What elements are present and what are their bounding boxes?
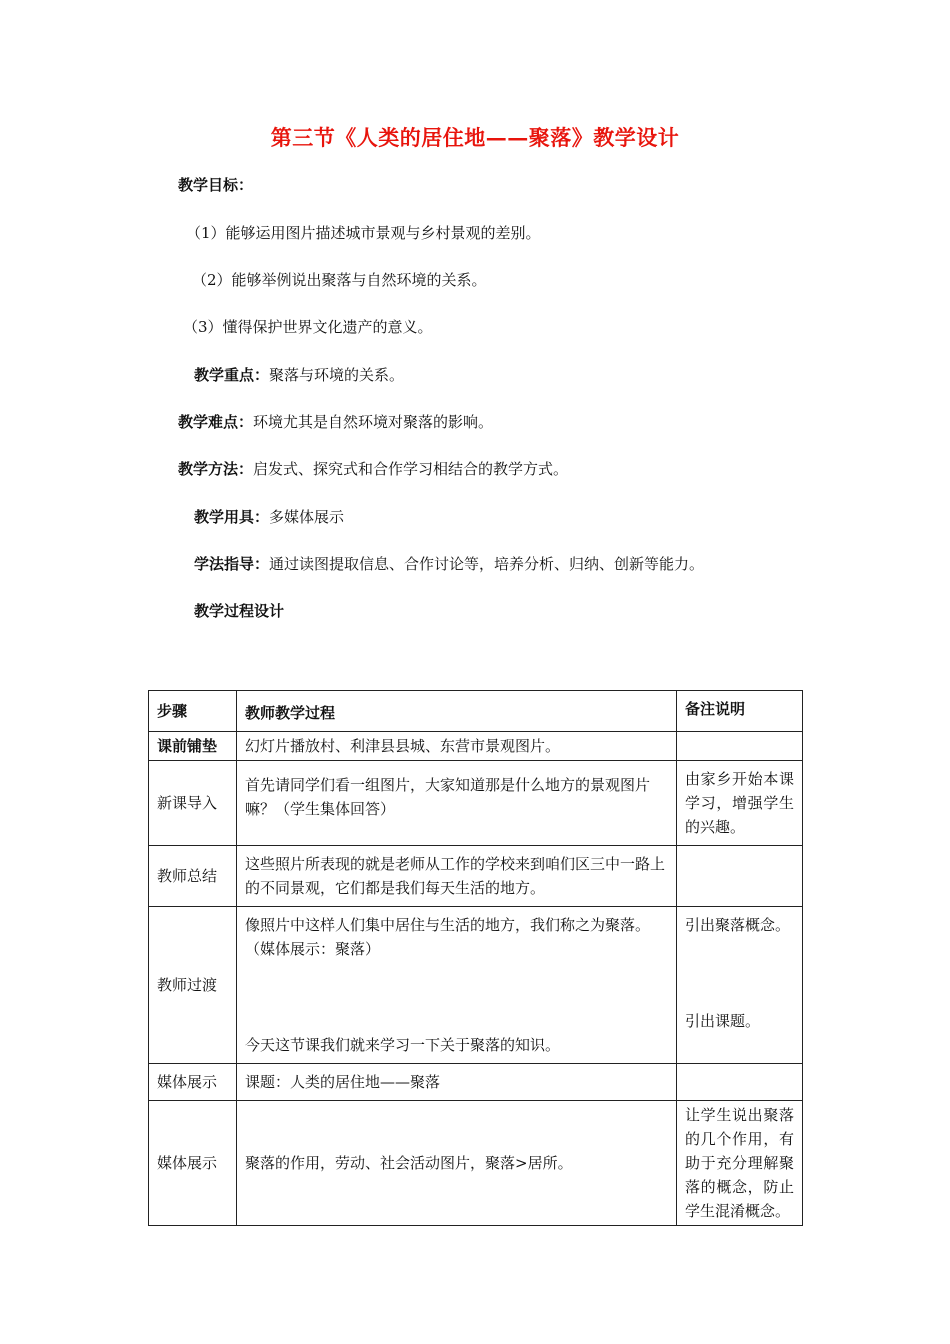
process-cell: 课题：人类的居住地——聚落 bbox=[237, 1064, 677, 1101]
header-note: 备注说明 bbox=[677, 691, 803, 732]
key-point-label: 教学重点： bbox=[194, 366, 270, 384]
difficulty-text: 环境尤其是自然环境对聚落的影响。 bbox=[253, 413, 494, 431]
note-text: 引出聚落概念。 bbox=[685, 916, 791, 934]
process-cell bbox=[237, 907, 677, 1064]
spacer bbox=[685, 937, 794, 1009]
difficulty-label: 教学难点： bbox=[178, 413, 254, 431]
teaching-method bbox=[178, 458, 568, 479]
difficulty bbox=[178, 411, 493, 432]
objective-3: （3）懂得保护世界文化遗产的意义。 bbox=[183, 318, 433, 336]
table-row bbox=[149, 1101, 803, 1226]
process-cell: 这些照片所表现的就是老师从工作的学校来到咱们区三中一路上的不同景观，它们都是我们每天生活的地方。 bbox=[237, 846, 677, 907]
step-cell: 新课导入 bbox=[149, 761, 237, 846]
key-point-text: 聚落与环境的关系。 bbox=[269, 366, 405, 384]
guidance-label: 学法指导： bbox=[194, 555, 270, 573]
header-process: 教师教学过程 bbox=[237, 691, 677, 732]
note-cell bbox=[677, 907, 803, 1064]
note-cell bbox=[677, 732, 803, 761]
learning-guidance bbox=[194, 553, 704, 574]
spacer bbox=[245, 961, 668, 1033]
table-row bbox=[149, 761, 803, 846]
step-cell: 课前铺垫 bbox=[149, 732, 237, 761]
step-cell: 媒体展示 bbox=[149, 1064, 237, 1101]
note-text-2: 引出课题。 bbox=[685, 1012, 761, 1030]
guidance-text: 通过读图提取信息、合作讨论等，培养分析、归纳、创新等能力。 bbox=[269, 555, 705, 573]
note-cell bbox=[677, 1064, 803, 1101]
header-step: 步骤 bbox=[149, 691, 237, 732]
objective-2: （2）能够举例说出聚落与自然环境的关系。 bbox=[192, 271, 487, 289]
process-text: 像照片中这样人们集中居住与生活的地方，我们称之为聚落。（媒体展示：聚落） bbox=[245, 916, 651, 958]
process-cell: 幻灯片播放村、利津县县城、东营市景观图片。 bbox=[237, 732, 677, 761]
objective-1: （1）能够运用图片描述城市景观与乡村景观的差别。 bbox=[186, 224, 541, 242]
note-cell: 由家乡开始本课学习，增强学生的兴趣。 bbox=[677, 761, 803, 846]
table-row bbox=[149, 732, 803, 761]
table-header-row bbox=[149, 691, 803, 732]
tools-label: 教学用具： bbox=[194, 508, 270, 526]
process-cell: 首先请同学们看一组图片，大家知道那是什么地方的景观图片嘛？（学生集体回答） bbox=[237, 761, 677, 846]
process-heading: 教学过程设计 bbox=[194, 602, 285, 620]
table-row bbox=[149, 846, 803, 907]
note-cell: 让学生说出聚落的几个作用，有助于充分理解聚落的概念，防止学生混淆概念。 bbox=[677, 1101, 803, 1226]
note-cell bbox=[677, 846, 803, 907]
step-cell: 教师总结 bbox=[149, 846, 237, 907]
process-table bbox=[148, 690, 803, 1226]
process-text-2: 今天这节课我们就来学习一下关于聚落的知识。 bbox=[245, 1036, 561, 1054]
step-cell: 教师过渡 bbox=[149, 907, 237, 1064]
objectives-heading: 教学目标： bbox=[178, 176, 254, 194]
table-row bbox=[149, 1064, 803, 1101]
step-cell: 媒体展示 bbox=[149, 1101, 237, 1226]
table-row bbox=[149, 907, 803, 1064]
process-cell: 聚落的作用，劳动、社会活动图片，聚落>居所。 bbox=[237, 1101, 677, 1226]
document-title: 第三节《人类的居住地——聚落》教学设计 bbox=[270, 125, 680, 150]
teaching-tools bbox=[194, 506, 344, 527]
method-label: 教学方法： bbox=[178, 460, 254, 478]
tools-text: 多媒体展示 bbox=[269, 508, 345, 526]
method-text: 启发式、探究式和合作学习相结合的教学方式。 bbox=[253, 460, 569, 478]
key-point bbox=[194, 364, 404, 385]
